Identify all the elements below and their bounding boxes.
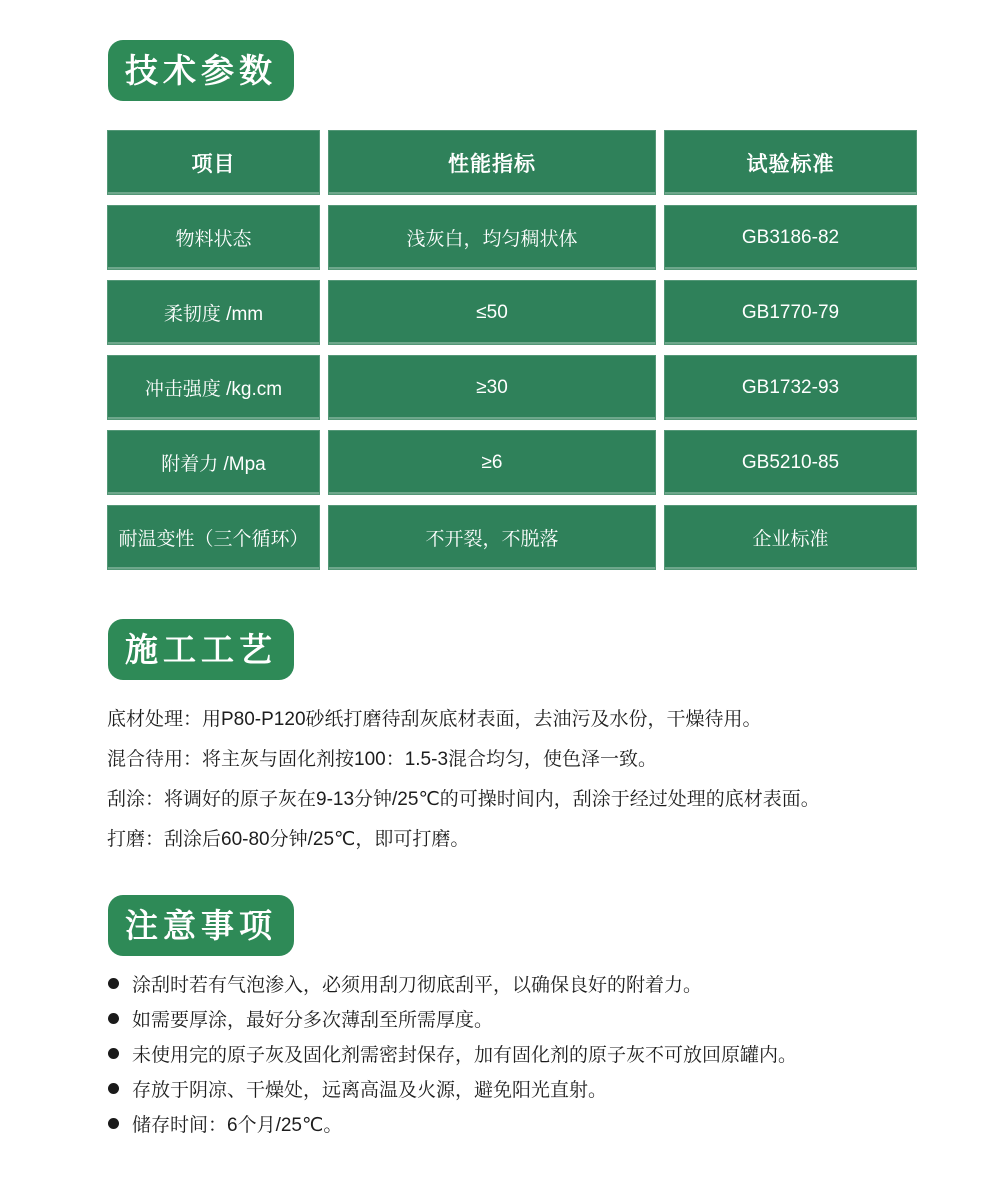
table-cell: GB5210-85	[664, 430, 917, 495]
table-cell: 冲击强度 /kg.cm	[107, 355, 320, 420]
bullet-icon	[108, 978, 119, 989]
table-cell: ≤50	[328, 280, 656, 345]
note-text: 存放于阴凉、干燥处，远离高温及火源，避免阳光直射。	[132, 1080, 608, 1101]
table-header-item: 项目	[107, 130, 320, 195]
section-badge-tech-params	[108, 40, 294, 101]
bullet-icon	[108, 1048, 119, 1059]
list-item	[108, 966, 948, 1001]
table-header-standard: 试验标准	[664, 130, 917, 195]
process-instructions	[107, 700, 937, 860]
note-text: 储存时间：6个月/25℃。	[132, 1115, 343, 1136]
table-cell: 耐温变性（三个循环）	[107, 505, 320, 570]
process-line-substrate: 底材处理：用P80-P120砂纸打磨待刮灰底材表面，去油污及水份，干燥待用。	[107, 709, 762, 730]
list-item	[108, 1001, 948, 1036]
table-cell: 企业标准	[664, 505, 917, 570]
table-header-performance: 性能指标	[328, 130, 656, 195]
table-cell: GB3186-82	[664, 205, 917, 270]
table-cell: 物料状态	[107, 205, 320, 270]
list-item	[108, 1036, 948, 1071]
table-cell: GB1732-93	[664, 355, 917, 420]
bullet-icon	[108, 1013, 119, 1024]
section-badge-label: 技术参数	[125, 52, 277, 89]
table-cell: GB1770-79	[664, 280, 917, 345]
tech-params-table	[107, 130, 917, 570]
table-cell: ≥6	[328, 430, 656, 495]
list-item	[108, 1071, 948, 1106]
bullet-icon	[108, 1118, 119, 1129]
process-line-mixing: 混合待用：将主灰与固化剂按100：1.5-3混合均匀，使色泽一致。	[107, 749, 658, 770]
process-line-applying: 刮涂：将调好的原子灰在9-13分钟/25℃的可操时间内，刮涂于经过处理的底材表面。	[107, 789, 820, 810]
section-badge-label: 注意事项	[125, 907, 277, 944]
section-badge-process	[108, 619, 294, 680]
table-cell: 附着力 /Mpa	[107, 430, 320, 495]
notes-list	[108, 966, 948, 1141]
section-badge-label: 施工工艺	[125, 631, 277, 668]
table-cell: 浅灰白，均匀稠状体	[328, 205, 656, 270]
table-cell: ≥30	[328, 355, 656, 420]
note-text: 涂刮时若有气泡渗入，必须用刮刀彻底刮平，以确保良好的附着力。	[132, 975, 703, 996]
note-text: 如需要厚涂，最好分多次薄刮至所需厚度。	[132, 1010, 494, 1031]
section-badge-notes	[108, 895, 294, 956]
list-item	[108, 1106, 948, 1141]
table-cell: 柔韧度 /mm	[107, 280, 320, 345]
table-cell: 不开裂，不脱落	[328, 505, 656, 570]
process-line-sanding: 打磨：刮涂后60-80分钟/25℃，即可打磨。	[107, 829, 470, 850]
note-text: 未使用完的原子灰及固化剂需密封保存，加有固化剂的原子灰不可放回原罐内。	[132, 1045, 798, 1066]
bullet-icon	[108, 1083, 119, 1094]
